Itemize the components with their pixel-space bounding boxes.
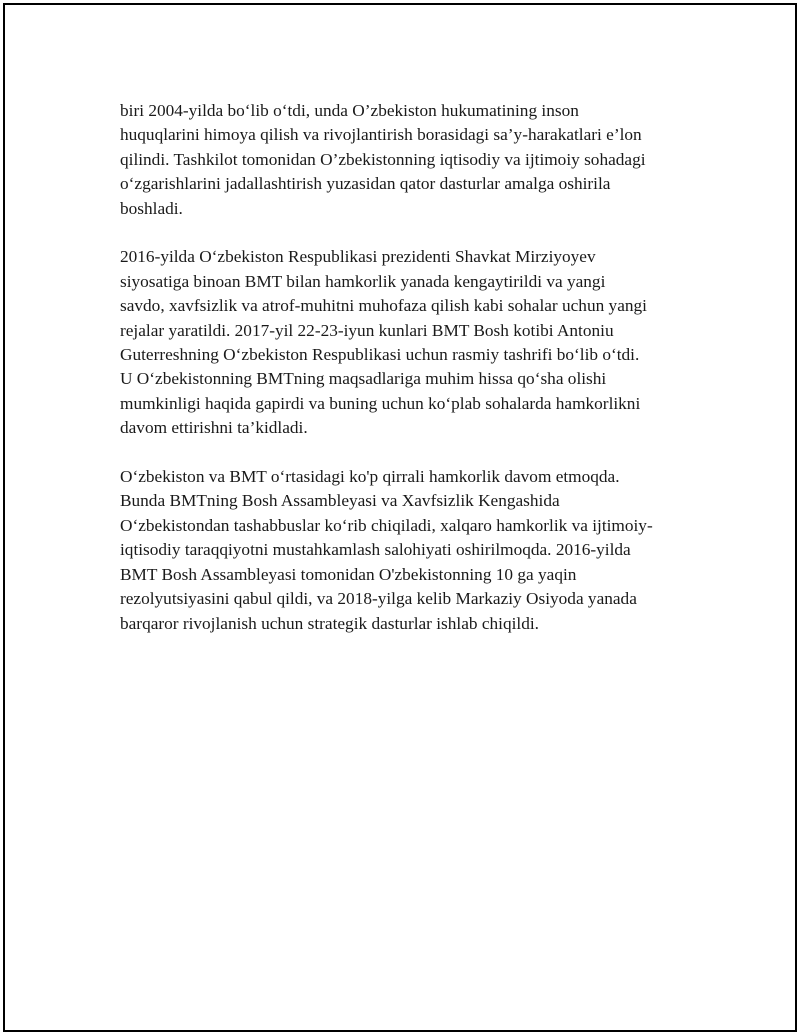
text-line: biri 2004-yilda bo‘lib o‘tdi, unda O’zbekiston hukumatining inson — [120, 101, 579, 120]
text-line: iqtisodiy taraqqiyotni mustahkamlash salohiyati oshirilmoqda. 2016-yilda — [120, 540, 631, 560]
paragraph-2 — [120, 245, 700, 440]
text-line: boshladi. — [120, 198, 183, 218]
text-line: huquqlarini himoya qilish va rivojlantirish borasidagi sa’y-harakatlari e’lon — [120, 125, 642, 145]
text-line: BMT Bosh Assambleyasi tomonidan O'zbekistonning 10 ga yaqin — [120, 564, 577, 584]
text-line: qilindi. Tashkilot tomonidan O’zbekistonning iqtisodiy va ijtimoiy sohadagi — [120, 149, 646, 169]
text-line: o‘zgarishlarini jadallashtirish yuzasidan qator dasturlar amalga oshirila — [120, 174, 611, 194]
page-frame — [3, 3, 797, 1032]
text-line: Bunda BMTning Bosh Assambleyasi va Xavfsizlik Kengashida — [120, 491, 560, 511]
text-line: O‘zbekiston va BMT o‘rtasidagi ko'p qirrali hamkorlik davom etmoqda. — [120, 467, 620, 487]
text-line: siyosatiga binoan BMT bilan hamkorlik yanada kengaytirildi va yangi — [120, 271, 606, 291]
text-line: barqaror rivojlanish uchun strategik dasturlar ishlab chiqildi. — [120, 613, 539, 633]
text-line: 2016-yilda O‘zbekiston Respublikasi prezidenti Shavkat Mirziyoyev — [120, 247, 596, 267]
text-line: O‘zbekistondan tashabbuslar ko‘rib chiqiladi, xalqaro hamkorlik va ijtimoiy- — [120, 515, 653, 535]
text-line: savdo, xavfsizlik va atrof-muhitni muhofaza qilish kabi sohalar uchun yangi — [120, 296, 647, 316]
text-line: U O‘zbekistonning BMTning maqsadlariga muhim hissa qo‘sha olishi — [120, 369, 607, 389]
text-line: Guterreshning O‘zbekiston Respublikasi uchun rasmiy tashrifi bo‘lib o‘tdi. — [120, 345, 640, 365]
text-line: mumkinligi haqida gapirdi va buning uchun ko‘plab sohalarda hamkorlikni — [120, 393, 641, 413]
paragraph-1 — [120, 99, 700, 221]
paragraph-3 — [120, 465, 700, 636]
text-line: rezolyutsiyasini qabul qildi, va 2018-yilga kelib Markaziy Osiyoda yanada — [120, 589, 637, 609]
text-line: davom ettirishni ta’kidladi. — [120, 418, 308, 438]
text-line: rejalar yaratildi. 2017-yil 22-23-iyun kunlari BMT Bosh kotibi Antoniu — [120, 320, 614, 340]
document-body — [120, 99, 700, 660]
